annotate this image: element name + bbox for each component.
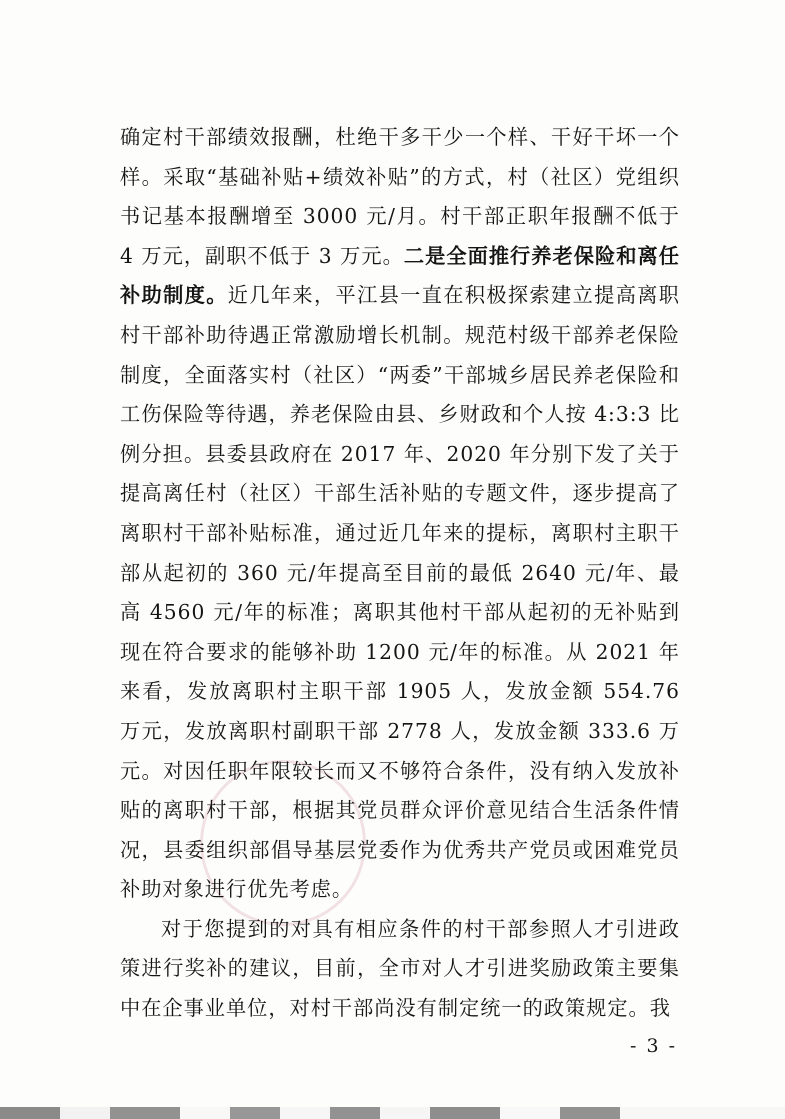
document-body	[120, 118, 680, 1029]
paragraph-2	[120, 910, 680, 1029]
bold-heading-segment: 二是全面推行养老保险和离任补助制度。	[120, 243, 680, 308]
scan-edge-strip	[0, 1107, 785, 1119]
text-segment: 对于您提到的对具有相应条件的村干部参照人才引进政策进行奖补的建议，目前，全市对人才引进奖励政策主要集中在企事业单位，对村干部尚没有制定统一的政策规定。我	[120, 916, 680, 1021]
page-number: - 3 -	[629, 1035, 677, 1057]
text-segment: 确定村干部绩效报酬，杜绝干多干少一个样、干好干坏一个样。采取“基础补贴+绩效补贴”的方式，村（社区）党组织书记基本报酬增至 3000 元/月。村干部正职年报酬不低于 4 万元，副职不低于 3 万元。	[120, 125, 680, 268]
paragraph-1	[120, 118, 680, 910]
text-segment: 近几年来，平江县一直在积极探索建立提高离职村干部补助待遇正常激励增长机制。规范村级干部养老保险制度，全面落实村（社区）“两委”干部城乡居民养老保险和工伤保险等待遇，养老保险由县、乡财政和个人按 4:3:3 比例分担。县委县政府在 2017 年、2020 年分别下发了关于提高离任村（社区）干部生活补贴的专题文件，逐步提高了离职村干部补贴标准，通过近几年来的提标，离职村主职干部从起初的 360 元/年提高至目前的最低 2640 元/年、最高 4560 元/年的标准；离职其他村干部从起初的无补贴到现在符合要求的能够补助 1200 元/年的标准。从 2021 年来看，发放离职村主职干部 1905 人，发放金额 554.76 万元，发放离职村副职干部 2778 人，发放金额 333.6 万元。对因任职年限较长而又不够符合条件，没有纳入发放补贴的离职村干部，根据其党员群众评价意见结合生活条件情况，县委组织部倡导基层党委作为优秀共产党员或困难党员补助对象进行优先考虑。	[120, 283, 680, 902]
